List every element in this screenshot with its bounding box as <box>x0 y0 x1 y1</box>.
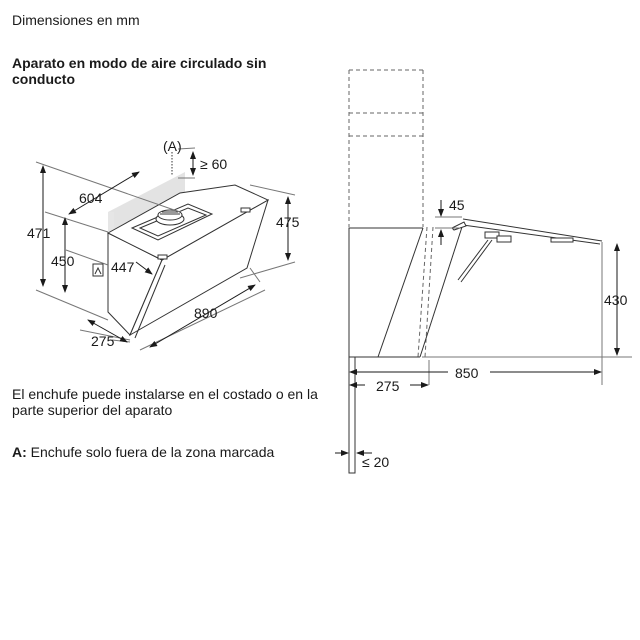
zone-key-note <box>12 444 274 460</box>
dim-wall-gap: ≤ 20 <box>362 454 390 470</box>
side-view <box>335 70 632 473</box>
dim-lid-offset: 45 <box>449 197 465 213</box>
dim-height: 430 <box>604 292 628 308</box>
dim-side-height: 475 <box>276 214 300 230</box>
socket-icon <box>93 264 103 276</box>
dim-back-depth: 275 <box>91 333 115 349</box>
units-label: Dimensiones en mm <box>12 12 140 28</box>
zone-key-text: Enchufe solo fuera de la zona marcada <box>30 444 275 460</box>
dim-total-height: 471 <box>27 225 51 241</box>
socket-location-note: El enchufe puede instalarse en el costado o en la parte superior del aparato <box>12 386 318 418</box>
dim-inner-depth: 447 <box>111 259 135 275</box>
dim-body-height: 450 <box>51 253 75 269</box>
isometric-view <box>36 148 295 350</box>
zone-key-label: A: <box>12 444 27 460</box>
dim-front-length: 890 <box>194 305 218 321</box>
dim-depth: 275 <box>376 378 400 394</box>
diagram-title: Aparato en modo de aire circulado sin conducto <box>12 55 267 87</box>
dim-clearance-top: ≥ 60 <box>200 156 228 172</box>
dim-width: 604 <box>79 190 103 206</box>
zone-label-a: (A) <box>163 138 182 154</box>
dim-depth-open: 850 <box>455 365 479 381</box>
